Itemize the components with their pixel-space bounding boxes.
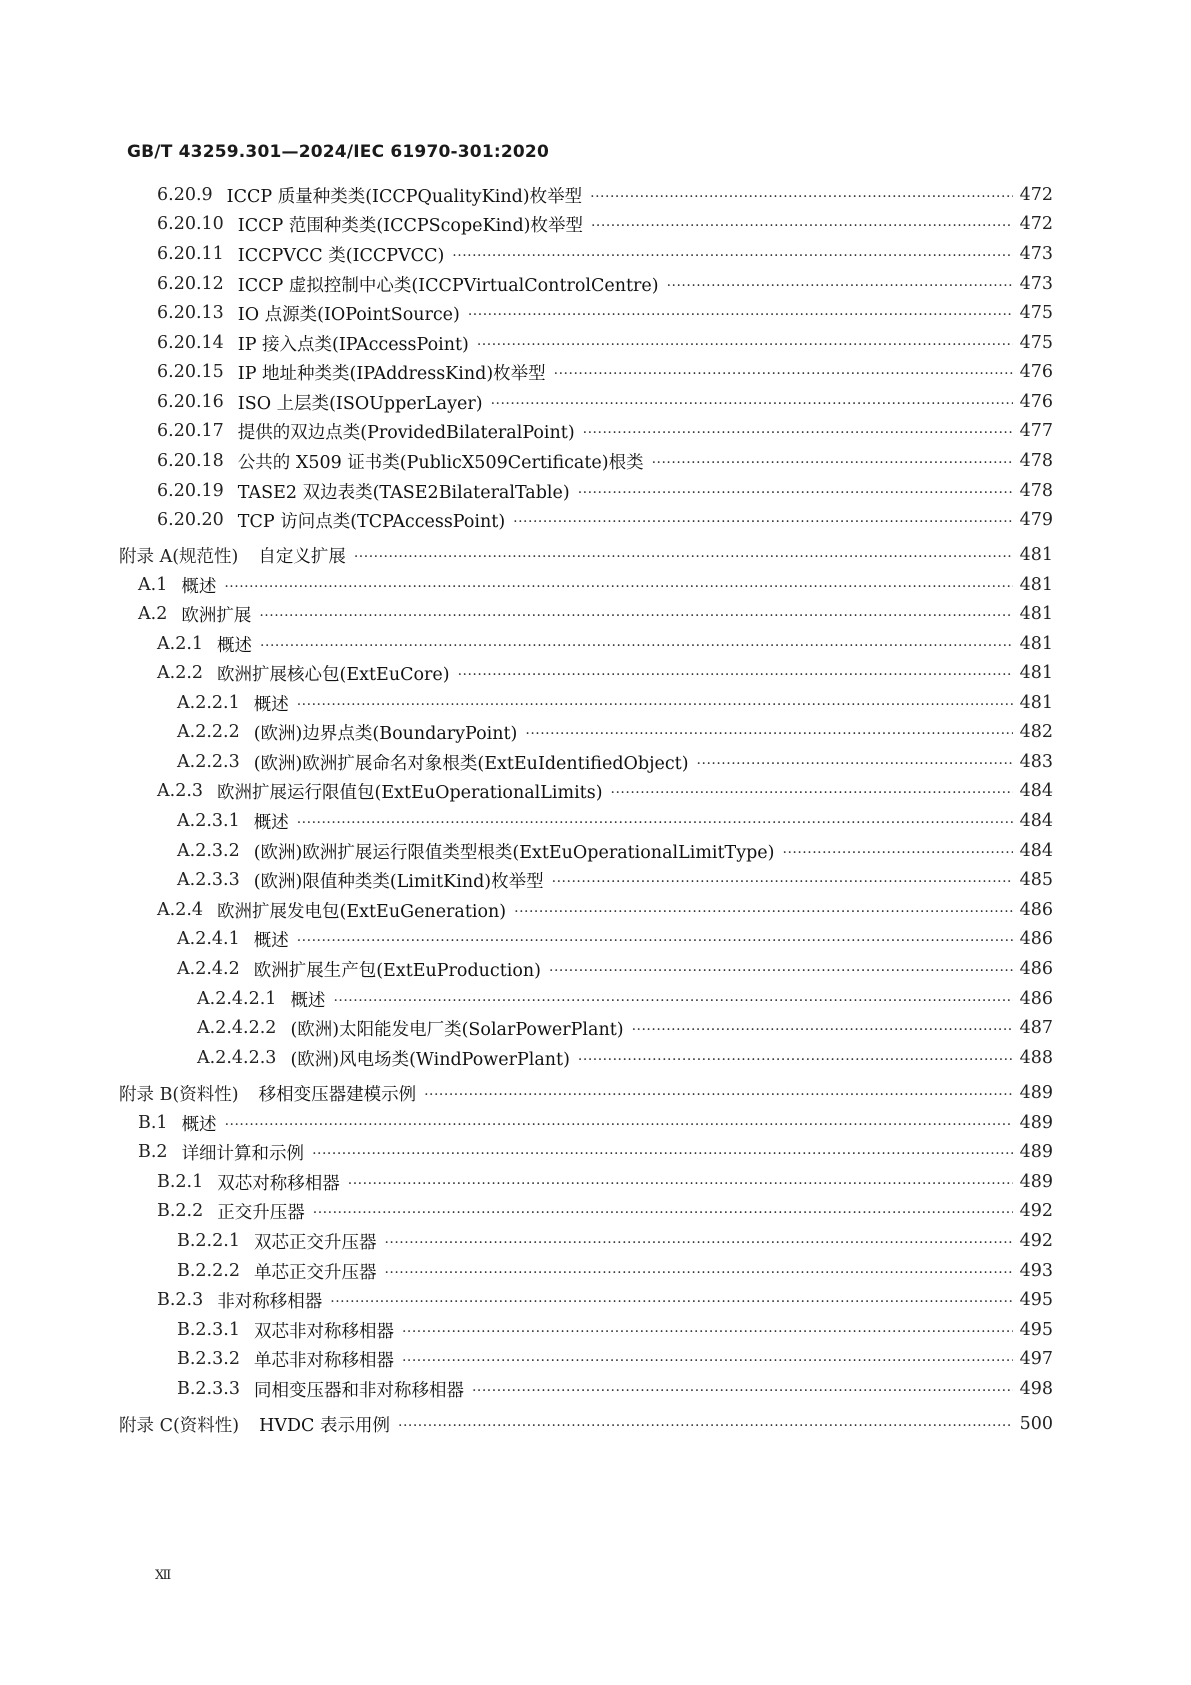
toc-entry-page: 489: [1019, 1142, 1053, 1162]
toc-entry-page: 486: [1019, 929, 1053, 949]
toc-entry-page: 485: [1019, 870, 1053, 890]
toc-entry[interactable]: [157, 415, 1053, 447]
toc-entry-title: ICCP 范围种类类(ICCPScopeKind)枚举型: [237, 215, 583, 236]
toc-appendix-entry[interactable]: [119, 1408, 1053, 1440]
toc-entry-number: A.2.2: [157, 663, 204, 683]
toc-entry-number: 6.20.11: [157, 244, 224, 264]
toc-entry-number: 6.20.12: [157, 274, 224, 294]
toc-entry-page: 481: [1019, 693, 1053, 713]
toc-entry[interactable]: [157, 297, 1053, 329]
toc-entry-title: (欧洲)边界点类(BoundaryPoint): [253, 723, 518, 744]
toc-entry-title: 欧洲扩展发电包(ExtEuGeneration): [217, 901, 507, 922]
toc-entry-number: 附录 B(资料性): [119, 1084, 239, 1105]
toc-entry-title: 公共的 X509 证书类(PublicX509Certificate)根类: [237, 452, 644, 473]
toc-leader-dots: [260, 639, 1013, 653]
toc-entry[interactable]: [157, 775, 1053, 807]
toc-entry-page: 500: [1019, 1414, 1053, 1434]
toc-entry-page: 481: [1019, 545, 1053, 565]
toc-leader-dots: [611, 786, 1013, 800]
toc-leader-dots: [424, 1088, 1013, 1102]
toc-entry-title: ISO 上层类(ISOUpperLayer): [237, 393, 483, 414]
toc-entry-number: 6.20.16: [157, 392, 224, 412]
toc-leader-dots: [652, 456, 1013, 470]
toc-leader-dots: [333, 994, 1013, 1008]
toc-entry[interactable]: [138, 1136, 1053, 1168]
toc-entry[interactable]: [157, 657, 1053, 689]
toc-leader-dots: [491, 397, 1013, 411]
toc-entry-title: 概述: [181, 576, 217, 597]
toc-entry[interactable]: [157, 268, 1053, 300]
toc-entry-title: 双芯对称移相器: [217, 1173, 340, 1194]
toc-entry-page: 493: [1019, 1261, 1053, 1281]
toc-entry-page: 478: [1019, 481, 1053, 501]
toc-entry-title: 双芯非对称移相器: [253, 1321, 394, 1342]
toc-entry-page: 487: [1019, 1018, 1053, 1038]
toc-entry-number: 6.20.13: [157, 303, 224, 323]
toc-entry-title: 概述: [253, 812, 289, 833]
toc-entry[interactable]: [177, 1314, 1053, 1346]
toc-entry-title: 欧洲扩展核心包(ExtEuCore): [217, 664, 450, 685]
toc-entry[interactable]: [177, 835, 1053, 867]
toc-entry-page: 495: [1019, 1320, 1053, 1340]
toc-entry-title: 欧洲扩展生产包(ExtEuProduction): [253, 960, 541, 981]
toc-leader-dots: [398, 1419, 1013, 1433]
toc-entry-title: 欧洲扩展运行限值包(ExtEuOperationalLimits): [217, 782, 603, 803]
toc-entry[interactable]: [157, 327, 1053, 359]
toc-entry-page: 478: [1019, 451, 1053, 471]
toc-entry-page: 476: [1019, 392, 1053, 412]
toc-leader-dots: [384, 1236, 1013, 1250]
toc-entry-page: 489: [1019, 1113, 1053, 1133]
toc-leader-dots: [578, 486, 1013, 500]
toc-entry[interactable]: [197, 1012, 1053, 1044]
toc-entry[interactable]: [177, 687, 1053, 719]
toc-entry-page: 481: [1019, 663, 1053, 683]
toc-leader-dots: [224, 580, 1013, 594]
toc-entry-title: TASE2 双边表类(TASE2BilateralTable): [237, 482, 570, 503]
toc-entry-title: 单芯正交升压器: [253, 1262, 377, 1283]
toc-entry-number: A.2.2.3: [177, 752, 240, 772]
toc-entry-number: B.2.1: [157, 1172, 204, 1192]
toc-entry-page: 473: [1019, 244, 1053, 264]
toc-leader-dots: [259, 609, 1013, 623]
toc-entry[interactable]: [157, 1284, 1053, 1316]
toc-entry-page: 481: [1019, 575, 1053, 595]
toc-entry[interactable]: [177, 1373, 1053, 1405]
toc-leader-dots: [312, 1147, 1013, 1161]
toc-entry-page: 482: [1019, 722, 1053, 742]
toc-leader-dots: [354, 550, 1013, 564]
toc-entry-title: 欧洲扩展: [181, 605, 252, 626]
toc-leader-dots: [667, 279, 1013, 293]
toc-entry-number: 6.20.10: [157, 214, 224, 234]
toc-entry-page: 489: [1019, 1172, 1053, 1192]
toc-entry-title: ICCP 质量种类类(ICCPQualityKind)枚举型: [226, 186, 583, 207]
toc-entry-title: ICCPVCC 类(ICCPVCC): [237, 245, 445, 266]
toc-entry-page: 472: [1019, 214, 1053, 234]
toc-entry-page: 486: [1019, 989, 1053, 1009]
toc-leader-dots: [458, 668, 1013, 682]
toc-entry-number: A.2.2.2: [177, 722, 240, 742]
toc-entry-title: (欧洲)欧洲扩展运行限值类型根类(ExtEuOperationalLimitType): [253, 842, 775, 863]
toc-entry-title: 提供的双边点类(ProvidedBilateralPoint): [237, 422, 575, 443]
toc-entry-number: A.2.1: [157, 634, 204, 654]
toc-entry-page: 481: [1019, 604, 1053, 624]
toc-entry-page: 484: [1019, 841, 1053, 861]
toc-entry[interactable]: [177, 864, 1053, 896]
toc-entry[interactable]: [157, 1166, 1053, 1198]
toc-appendix-entry[interactable]: [119, 1077, 1053, 1109]
toc-leader-dots: [583, 426, 1013, 440]
toc-leader-dots: [549, 964, 1013, 978]
toc-entry[interactable]: [157, 475, 1053, 507]
toc-entry-number: B.2.2.2: [177, 1261, 240, 1281]
toc-leader-dots: [297, 934, 1013, 948]
toc-entry-title: 详细计算和示例: [181, 1143, 305, 1164]
toc-entry-page: 475: [1019, 333, 1053, 353]
toc-entry[interactable]: [177, 805, 1053, 837]
toc-entry-page: 484: [1019, 781, 1053, 801]
toc-leader-dots: [632, 1023, 1013, 1037]
toc-entry-number: A.2.4.2.2: [197, 1018, 277, 1038]
toc-entry[interactable]: [157, 386, 1053, 418]
toc-entry[interactable]: [177, 716, 1053, 748]
toc-leader-dots: [452, 249, 1013, 263]
toc-entry-number: A.2.3.1: [177, 811, 240, 831]
toc-entry-number: A.2: [138, 604, 168, 624]
toc-entry-number: A.2.4.2.3: [197, 1048, 277, 1068]
toc-entry-number: A.2.4.2: [177, 959, 240, 979]
toc-entry-title: (欧洲)太阳能发电厂类(SolarPowerPlant): [290, 1019, 624, 1040]
standard-number-header: GB/T 43259.301—2024/IEC 61970-301:2020: [127, 142, 549, 162]
toc-entry-number: B.2.2.1: [177, 1231, 240, 1251]
toc-entry-number: B.2.2: [157, 1201, 204, 1221]
toc-entry[interactable]: [157, 1195, 1053, 1227]
toc-entry-number: 6.20.18: [157, 451, 224, 471]
toc-leader-dots: [552, 875, 1013, 889]
toc-leader-dots: [402, 1354, 1013, 1368]
toc-entry-title: 双芯正交升压器: [253, 1232, 377, 1253]
toc-entry-page: 489: [1019, 1083, 1053, 1103]
toc-entry-title: 概述: [290, 990, 326, 1011]
toc-entry-title: IP 接入点类(IPAccessPoint): [237, 334, 469, 355]
toc-entry[interactable]: [177, 1225, 1053, 1257]
toc-entry-page: 481: [1019, 634, 1053, 654]
toc-entry-number: A.2.4.2.1: [197, 989, 277, 1009]
toc-entry-title: (欧洲)欧洲扩展命名对象根类(ExtEuIdentifiedObject): [253, 753, 689, 774]
toc-entry-page: 498: [1019, 1379, 1053, 1399]
toc-entry[interactable]: [157, 356, 1053, 388]
toc-leader-dots: [402, 1325, 1013, 1339]
toc-entry-title: HVDC 表示用例: [259, 1415, 390, 1436]
toc-entry-title: TCP 访问点类(TCPAccessPoint): [237, 511, 506, 532]
toc-entry-number: A.2.4.1: [177, 929, 240, 949]
toc-entry-page: 486: [1019, 900, 1053, 920]
toc-leader-dots: [591, 219, 1013, 233]
toc-entry-page: 477: [1019, 421, 1053, 441]
toc-entry-page: 492: [1019, 1231, 1053, 1251]
toc-entry-number: B.2.3.1: [177, 1320, 240, 1340]
toc-leader-dots: [525, 727, 1013, 741]
toc-entry[interactable]: [157, 504, 1053, 536]
toc-entry-page: 486: [1019, 959, 1053, 979]
toc-entry-page: 479: [1019, 510, 1053, 530]
toc-leader-dots: [348, 1177, 1013, 1191]
toc-leader-dots: [468, 308, 1013, 322]
toc-entry-number: 6.20.17: [157, 421, 224, 441]
toc-entry[interactable]: [157, 179, 1053, 211]
toc-leader-dots: [578, 1053, 1013, 1067]
toc-entry-title: (欧洲)风电场类(WindPowerPlant): [290, 1049, 570, 1070]
toc-entry-number: B.2: [138, 1142, 168, 1162]
toc-entry-page: 483: [1019, 752, 1053, 772]
toc-leader-dots: [313, 1206, 1013, 1220]
toc-entry-number: A.2.2.1: [177, 693, 240, 713]
toc-entry-page: 495: [1019, 1290, 1053, 1310]
toc-entry-title: 正交升压器: [217, 1202, 305, 1223]
toc-entry[interactable]: [157, 238, 1053, 270]
toc-entry-number: 6.20.14: [157, 333, 224, 353]
toc-entry[interactable]: [197, 1042, 1053, 1074]
toc-leader-dots: [513, 515, 1013, 529]
toc-entry-page: 476: [1019, 362, 1053, 382]
toc-leader-dots: [297, 698, 1013, 712]
toc-entry[interactable]: [177, 923, 1053, 955]
toc-entry-page: 475: [1019, 303, 1053, 323]
toc-entry-title: 自定义扩展: [258, 546, 346, 567]
toc-entry-title: 非对称移相器: [217, 1291, 323, 1312]
toc-entry[interactable]: [157, 445, 1053, 477]
toc-entry-number: A.2.4: [157, 900, 204, 920]
toc-entry[interactable]: [177, 953, 1053, 985]
toc-entry-number: 附录 C(资料性): [119, 1415, 240, 1436]
toc-entry-number: 6.20.9: [157, 185, 213, 205]
toc-leader-dots: [297, 816, 1013, 830]
toc-entry-number: A.2.3: [157, 781, 204, 801]
toc-entry-page: 492: [1019, 1201, 1053, 1221]
toc-entry-number: A.2.3.3: [177, 870, 240, 890]
toc-entry-number: A.1: [138, 575, 168, 595]
toc-entry-number: B.2.3: [157, 1290, 204, 1310]
toc-entry[interactable]: [177, 746, 1053, 778]
toc-entry-title: 概述: [253, 930, 289, 951]
toc-entry[interactable]: [197, 983, 1053, 1015]
toc-entry[interactable]: [138, 569, 1053, 601]
toc-entry-page: 488: [1019, 1048, 1053, 1068]
toc-entry-number: B.1: [138, 1113, 168, 1133]
toc-entry-page: 497: [1019, 1349, 1053, 1369]
toc-entry-number: B.2.3.3: [177, 1379, 240, 1399]
toc-entry-title: (欧洲)限值种类类(LimitKind)枚举型: [253, 871, 544, 892]
toc-entry-title: 概述: [253, 694, 289, 715]
toc-entry[interactable]: [138, 598, 1053, 630]
toc-entry-title: 单芯非对称移相器: [253, 1350, 394, 1371]
toc-entry[interactable]: [157, 208, 1053, 240]
toc-entry-number: 附录 A(规范性): [119, 546, 239, 567]
toc-entry-page: 484: [1019, 811, 1053, 831]
toc-entry[interactable]: [157, 894, 1053, 926]
toc-leader-dots: [554, 367, 1013, 381]
toc-entry-title: 概述: [217, 635, 253, 656]
toc-leader-dots: [384, 1266, 1013, 1280]
toc-leader-dots: [472, 1384, 1013, 1398]
toc-entry-number: B.2.3.2: [177, 1349, 240, 1369]
toc-entry-title: 概述: [181, 1114, 217, 1135]
toc-entry-title: 同相变压器和非对称移相器: [253, 1380, 464, 1401]
toc-entry[interactable]: [177, 1255, 1053, 1287]
page-number-footer: Ⅻ: [155, 1568, 172, 1583]
toc-entry[interactable]: [177, 1343, 1053, 1375]
toc-entry-title: IO 点源类(IOPointSource): [237, 304, 460, 325]
toc-appendix-entry[interactable]: [119, 539, 1053, 571]
toc-entry-title: 移相变压器建模示例: [258, 1084, 417, 1105]
toc-leader-dots: [477, 338, 1013, 352]
toc-leader-dots: [225, 1118, 1013, 1132]
toc-leader-dots: [590, 190, 1013, 204]
toc-entry-page: 473: [1019, 274, 1053, 294]
toc-leader-dots: [697, 757, 1013, 771]
toc-entry[interactable]: [138, 1107, 1053, 1139]
toc-entry-number: 6.20.19: [157, 481, 224, 501]
toc-leader-dots: [330, 1295, 1013, 1309]
toc-leader-dots: [783, 846, 1014, 860]
toc-entry-page: 472: [1019, 185, 1053, 205]
toc-entry-number: 6.20.15: [157, 362, 224, 382]
toc-leader-dots: [514, 905, 1013, 919]
toc-entry-number: A.2.3.2: [177, 841, 240, 861]
toc-entry[interactable]: [157, 628, 1053, 660]
toc-entry-title: IP 地址种类类(IPAddressKind)枚举型: [237, 363, 546, 384]
toc-entry-title: ICCP 虚拟控制中心类(ICCPVirtualControlCentre): [237, 275, 659, 296]
toc-entry-number: 6.20.20: [157, 510, 224, 530]
